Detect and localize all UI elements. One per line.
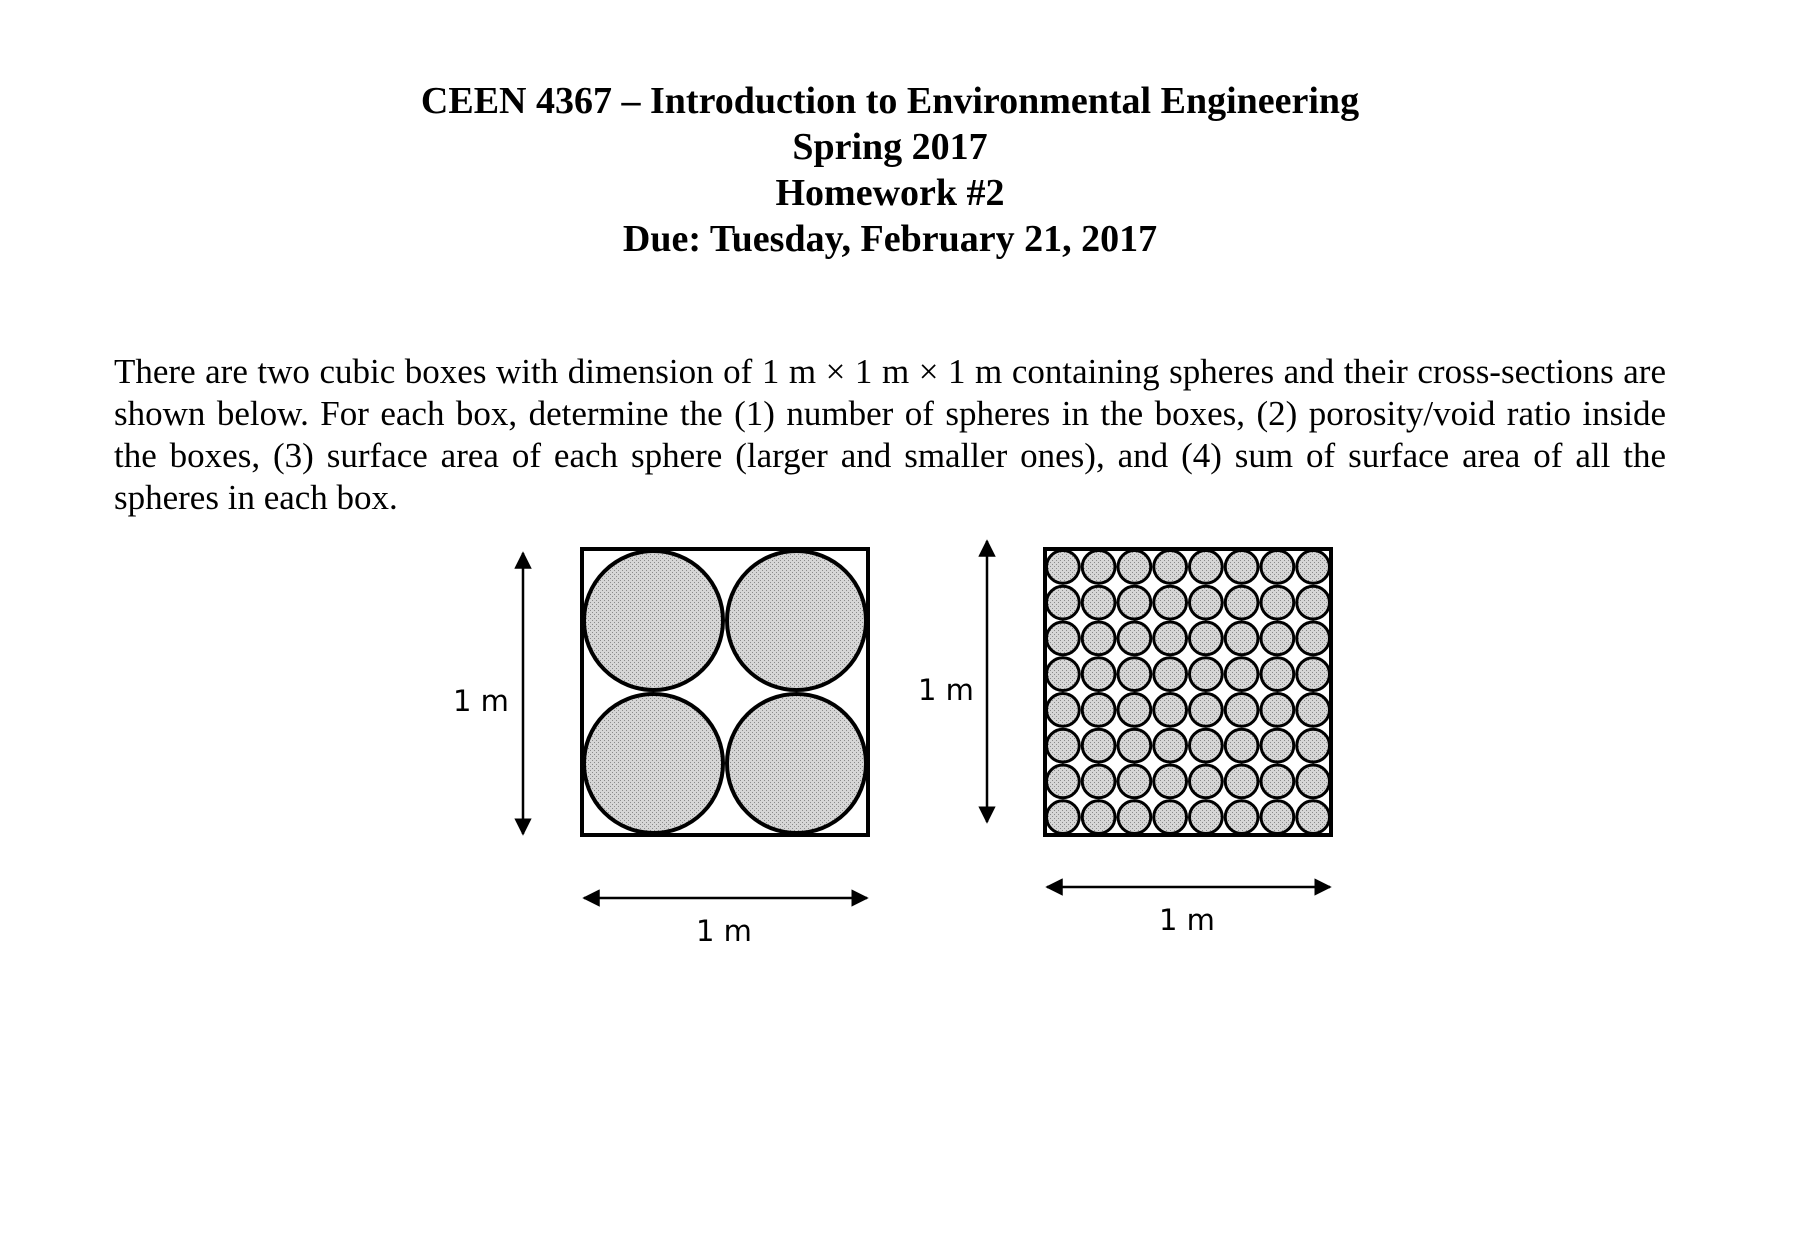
small-sphere-1-1 <box>1082 586 1115 619</box>
small-sphere-3-7 <box>1297 658 1330 691</box>
small-sphere-6-7 <box>1297 765 1330 798</box>
small-sphere-1-3 <box>1154 586 1187 619</box>
small-sphere-4-4 <box>1190 694 1223 727</box>
large-sphere-group <box>584 551 866 833</box>
small-sphere-4-6 <box>1261 694 1294 727</box>
small-sphere-4-0 <box>1047 694 1080 727</box>
small-sphere-7-1 <box>1082 801 1115 834</box>
small-sphere-2-6 <box>1261 622 1294 655</box>
small-sphere-4-2 <box>1118 694 1151 727</box>
large-sphere-0-1 <box>727 551 866 690</box>
large-sphere-1-0 <box>584 694 723 833</box>
small-sphere-4-1 <box>1082 694 1115 727</box>
small-sphere-group <box>1047 551 1330 834</box>
due-date: Due: Tuesday, February 21, 2017 <box>622 218 1158 260</box>
small-sphere-2-3 <box>1154 622 1187 655</box>
small-sphere-3-6 <box>1261 658 1294 691</box>
small-sphere-3-1 <box>1082 658 1115 691</box>
small-sphere-7-5 <box>1225 801 1258 834</box>
small-sphere-6-2 <box>1118 765 1151 798</box>
small-sphere-5-4 <box>1190 729 1223 762</box>
small-sphere-6-5 <box>1225 765 1258 798</box>
height-label-large: 1 m <box>453 684 509 718</box>
small-sphere-7-7 <box>1297 801 1330 834</box>
height-label-small: 1 m <box>918 673 974 707</box>
small-sphere-1-5 <box>1225 586 1258 619</box>
box-small-spheres <box>918 541 1331 937</box>
small-sphere-2-7 <box>1297 622 1330 655</box>
small-sphere-4-7 <box>1297 694 1330 727</box>
small-sphere-6-3 <box>1154 765 1187 798</box>
small-sphere-5-7 <box>1297 729 1330 762</box>
small-sphere-0-3 <box>1154 551 1187 584</box>
width-label-small: 1 m <box>1159 903 1215 937</box>
small-sphere-1-2 <box>1118 586 1151 619</box>
width-label-large: 1 m <box>696 914 752 948</box>
small-sphere-0-7 <box>1297 551 1330 584</box>
term: Spring 2017 <box>792 126 988 168</box>
box-large-spheres <box>453 549 868 948</box>
small-sphere-4-5 <box>1225 694 1258 727</box>
problem-statement: There are two cubic boxes with dimension of 1 m × 1 m × 1 m containing spheres and their cross-sections are shown below. For each box, determine the (1) number of spheres in the boxes, (2) porosity/void ratio inside the boxes, (3) surface area of each sphere (larger and smaller ones), and (4) sum of surface area of all the spheres in each box. <box>114 352 1666 517</box>
small-sphere-2-5 <box>1225 622 1258 655</box>
assignment-title: Homework #2 <box>775 172 1005 214</box>
small-sphere-1-6 <box>1261 586 1294 619</box>
small-sphere-0-4 <box>1190 551 1223 584</box>
small-sphere-0-5 <box>1225 551 1258 584</box>
small-sphere-7-4 <box>1190 801 1223 834</box>
small-sphere-3-2 <box>1118 658 1151 691</box>
small-sphere-4-3 <box>1154 694 1187 727</box>
small-sphere-0-1 <box>1082 551 1115 584</box>
small-sphere-5-3 <box>1154 729 1187 762</box>
small-sphere-7-3 <box>1154 801 1187 834</box>
small-sphere-0-6 <box>1261 551 1294 584</box>
small-sphere-2-0 <box>1047 622 1080 655</box>
small-sphere-1-7 <box>1297 586 1330 619</box>
small-sphere-5-2 <box>1118 729 1151 762</box>
small-sphere-3-0 <box>1047 658 1080 691</box>
small-sphere-2-2 <box>1118 622 1151 655</box>
small-sphere-6-1 <box>1082 765 1115 798</box>
small-sphere-2-1 <box>1082 622 1115 655</box>
small-sphere-2-4 <box>1190 622 1223 655</box>
small-sphere-5-1 <box>1082 729 1115 762</box>
small-sphere-5-0 <box>1047 729 1080 762</box>
small-sphere-7-0 <box>1047 801 1080 834</box>
small-sphere-0-2 <box>1118 551 1151 584</box>
small-sphere-7-2 <box>1118 801 1151 834</box>
small-sphere-0-0 <box>1047 551 1080 584</box>
small-sphere-3-4 <box>1190 658 1223 691</box>
large-sphere-1-1 <box>727 694 866 833</box>
small-sphere-5-6 <box>1261 729 1294 762</box>
small-sphere-1-4 <box>1190 586 1223 619</box>
small-sphere-6-0 <box>1047 765 1080 798</box>
small-sphere-3-5 <box>1225 658 1258 691</box>
small-sphere-3-3 <box>1154 658 1187 691</box>
large-sphere-0-0 <box>584 551 723 690</box>
small-sphere-7-6 <box>1261 801 1294 834</box>
course-title: CEEN 4367 – Introduction to Environmental Engineering <box>420 80 1360 122</box>
small-sphere-1-0 <box>1047 586 1080 619</box>
small-sphere-5-5 <box>1225 729 1258 762</box>
small-sphere-6-6 <box>1261 765 1294 798</box>
small-sphere-6-4 <box>1190 765 1223 798</box>
